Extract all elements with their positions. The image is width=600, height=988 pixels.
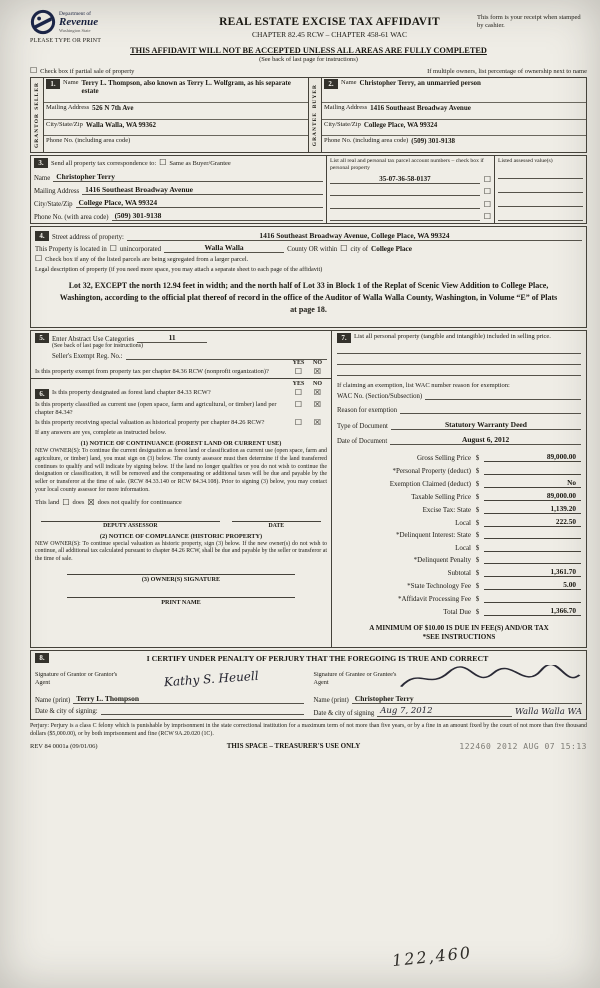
section-2-number: 2. xyxy=(324,79,338,89)
type-of-document-label: Type of Document xyxy=(337,423,388,430)
multiple-owners-note: If multiple owners, list percentage of ownership next to name xyxy=(427,67,587,75)
seller-phone-label: Phone No. (including area code) xyxy=(46,137,131,145)
money-value xyxy=(484,465,581,475)
personal-property-blank-line xyxy=(337,343,581,354)
logo-state-text: Washington State xyxy=(59,28,91,33)
reason-exemption-label: Reason for exemption xyxy=(337,407,398,414)
parcel-row xyxy=(330,196,491,208)
owners-signature-label: (3) OWNER(S) SIGNATURE xyxy=(141,576,221,584)
print-name-block xyxy=(67,597,295,606)
buyer-name-label: Name xyxy=(341,79,357,86)
buyer-address-row xyxy=(322,103,586,120)
footer-row xyxy=(30,742,587,751)
seller-side-labels xyxy=(31,78,44,152)
owners-signature-block xyxy=(67,574,295,583)
money-value: 222.50 xyxy=(484,517,581,527)
section-5-number: 5. xyxy=(35,333,49,343)
dollar-sign: $ xyxy=(475,556,480,564)
seller-city-label: City/State/Zip xyxy=(46,120,83,128)
grantee-signature-block xyxy=(314,665,583,717)
parties-section xyxy=(30,77,587,153)
buyer-grantee-box xyxy=(309,77,587,153)
logo-revenue-text: Revenue xyxy=(59,16,99,28)
money-row-excise-tax-local xyxy=(337,517,581,527)
corr-phone-row xyxy=(34,211,323,221)
yes-header: YES xyxy=(292,381,305,387)
money-value: 1,139.20 xyxy=(484,504,581,514)
please-type-or-print-label: PLEASE TYPE OR PRINT xyxy=(30,38,102,44)
deputy-assessor-label: DEPUTY ASSESSOR xyxy=(41,521,220,529)
money-label: Taxable Selling Price xyxy=(411,492,471,501)
money-row-excise-tax-state xyxy=(337,504,581,514)
property-location-section xyxy=(30,226,587,328)
buyer-side-labels xyxy=(309,78,322,152)
seller-city-value: Walla Walla, WA 99362 xyxy=(85,120,156,129)
warning-line: THIS AFFIDAVIT WILL NOT BE ACCEPTED UNLESS ALL AREAS ARE FULLY COMPLETED xyxy=(130,46,487,55)
form-header xyxy=(30,9,587,44)
buyer-phone-label: Phone No. (including area code) xyxy=(324,137,409,145)
grantee-vertical-label: GRANTEE xyxy=(312,111,318,146)
dollar-sign: $ xyxy=(475,454,480,462)
exempt-reg-row xyxy=(52,351,327,360)
cashier-stamp: 122460 2012 AUG 07 15:13 xyxy=(459,741,587,751)
parcel-number-value: 35-07-36-58-0137 xyxy=(330,175,480,184)
partial-sale-row xyxy=(30,67,587,75)
money-label: *Delinquent Interest: State xyxy=(395,531,471,539)
buyer-name-value: Christopher Terry, an unmarried person xyxy=(359,79,481,87)
exempt-reg-blank xyxy=(126,351,327,360)
city-of-value: College Place xyxy=(371,245,412,253)
section-3-number: 3. xyxy=(34,158,48,168)
form-chapter-line: CHAPTER 82.45 RCW – CHAPTER 458-61 WAC xyxy=(252,30,407,39)
partial-sale-label: Check box if partial sale of property xyxy=(40,67,135,75)
money-value xyxy=(484,555,581,565)
assessed-blank-line xyxy=(498,184,583,193)
logo-dept-text: Department of xyxy=(59,11,91,17)
buyer-phone-row xyxy=(322,136,586,152)
personal-property-checkbox-3: ☐ xyxy=(483,199,491,209)
money-row-affidavit-processing-fee xyxy=(337,593,581,603)
street-address-row xyxy=(35,231,582,241)
corr-phone-value: (509) 301-9138 xyxy=(112,211,323,221)
personal-property-list-label: List all personal property (tangible and intangible) included in selling price. xyxy=(354,333,551,340)
forest-land-question xyxy=(35,389,327,399)
money-label: *State Technology Fee xyxy=(407,582,471,590)
correspondence-row xyxy=(34,158,323,168)
money-row-delinquent-penalty xyxy=(337,555,581,565)
grantee-signature-label: Signature of Grantee or Grantee's Agent xyxy=(313,670,397,686)
notice-compliance-text: NEW OWNER(S): To continue special valuation as historic property, sign (3) below. If the new owner(s) do not wish to continue, all additional tax calculated pursuant to chapter 84.26 RCW, shall be due and payable by the seller or transferor at the time of sale. xyxy=(35,540,327,563)
header-center xyxy=(182,9,477,39)
assessed-blank-line xyxy=(498,170,583,179)
forest-no-checkbox: ☒ xyxy=(313,388,322,397)
dollar-sign: $ xyxy=(475,505,480,514)
forest-land-text: Is this property designated as forest land chapter 84.33 RCW? xyxy=(52,389,211,396)
parcel-row xyxy=(330,172,491,184)
does-not-qualify-checkbox: ☒ xyxy=(87,497,95,507)
warning-subline: (See back of last page for instructions) xyxy=(259,56,358,63)
seller-name-row xyxy=(44,78,308,103)
segregated-label: Check box if any of the listed parcels are being segregated from a larger parcel. xyxy=(45,256,249,263)
assessed-values-header: Listed assessed value(s) xyxy=(498,158,553,164)
no-header: NO xyxy=(313,360,322,366)
parcel-row xyxy=(330,184,491,196)
seller-address-label: Mailing Address xyxy=(46,104,90,111)
money-label: Gross Selling Price xyxy=(416,454,471,462)
deputy-assessor-row xyxy=(35,521,327,529)
does-not-label: does not qualify for continuance xyxy=(97,499,182,507)
grantor-date-value xyxy=(101,706,304,715)
logo-text xyxy=(59,11,98,33)
money-row-subtotal xyxy=(337,567,581,577)
nonprofit-exempt-question xyxy=(35,368,327,376)
tax-correspondence-section xyxy=(30,155,587,224)
corr-address-row xyxy=(34,185,323,195)
assessed-blank-line xyxy=(498,198,583,207)
yes-no-header xyxy=(35,381,327,387)
seller-name-label: Name xyxy=(63,79,79,86)
form-revision-number: REV 84 0001a (09/01/06) xyxy=(30,742,98,750)
personal-property-checkbox-2: ☐ xyxy=(483,187,491,197)
corr-city-label: City/State/Zip xyxy=(34,201,73,208)
nonprofit-no-checkbox: ☒ xyxy=(313,367,322,376)
street-address-label: Street address of property: xyxy=(52,234,124,241)
buyer-vertical-label: BUYER xyxy=(312,84,318,109)
type-of-document-row xyxy=(337,420,581,430)
parcel-blank-line xyxy=(330,187,480,196)
buyer-phone-value: (509) 301-9138 xyxy=(411,137,456,146)
nonprofit-yes-checkbox: ☐ xyxy=(294,367,303,376)
seller-city-row xyxy=(44,120,308,137)
money-label: Local xyxy=(455,543,471,552)
buyer-address-value: 1416 Southeast Broadway Avenue xyxy=(370,104,471,112)
personal-property-blank-line xyxy=(337,365,581,376)
abstract-use-value: 11 xyxy=(137,333,207,343)
corr-address-label: Mailing Address xyxy=(34,188,80,195)
unincorporated-checkbox: ☐ xyxy=(109,244,117,253)
located-in-row xyxy=(35,243,582,253)
section-4-number: 4. xyxy=(35,231,49,241)
assessed-row xyxy=(498,193,583,207)
abstract-use-row xyxy=(52,333,327,343)
corr-phone-label: Phone No. (with area code) xyxy=(34,214,109,221)
buyer-name-row xyxy=(322,78,586,103)
money-row-delinquent-interest-local xyxy=(337,542,581,552)
grantor-date-label: Date & city of signing: xyxy=(35,708,98,716)
money-label: Local xyxy=(455,518,471,527)
correspondence-label: Send all property tax correspondence to: xyxy=(51,159,157,167)
form-content xyxy=(30,9,587,988)
grantee-name-row xyxy=(314,694,583,704)
money-row-exemption-claimed xyxy=(337,478,581,488)
treasurer-use-label: THIS SPACE – TREASURER'S USE ONLY xyxy=(226,742,361,751)
personal-property-blank-line xyxy=(337,354,581,365)
notice-continuance-title: (1) NOTICE OF CONTINUANCE (FOREST LAND OR CURRENT USE) xyxy=(80,440,282,447)
dollar-sign: $ xyxy=(475,531,480,539)
receipt-note: This form is your receipt when stamped by cashier. xyxy=(477,14,581,30)
reason-exemption-row xyxy=(337,405,581,414)
buyer-address-label: Mailing Address xyxy=(324,104,368,111)
money-row-total-due xyxy=(337,606,581,616)
money-label: *Affidavit Processing Fee xyxy=(398,594,471,603)
grantor-signature: Kathy S. Heuell xyxy=(163,668,259,690)
money-row-state-technology-fee xyxy=(337,580,581,590)
city-of-checkbox: ☐ xyxy=(340,244,348,253)
wac-number-label: WAC No. (Section/Subsection) xyxy=(337,393,423,400)
historic-property-question xyxy=(35,419,327,427)
money-row-taxable-selling-price xyxy=(337,491,581,501)
current-use-text: Is this property classified as current use (open space, farm and agricultural, or timber) land per chapter 84.34? xyxy=(35,401,277,416)
legal-description-label: Legal description of property (if you need more space, you may attach a separate sheet to each page of the affidavit) xyxy=(35,266,323,273)
grantee-date-row xyxy=(314,706,583,717)
perjury-statement: Perjury: Perjury is a class C felony which is punishable by imprisonment in the state correctional institution for a maximum term of not more than five years, or by a fine in an amount fixed by the court of not more than five thousand dollars ($5,000.00), or by both imprisonment and fine (RCW 9A.20.020 (1C). xyxy=(30,723,587,738)
street-address-value: 1416 Southeast Broadway Avenue, College Place, WA 99324 xyxy=(127,231,582,241)
unincorporated-label: unincorporated xyxy=(119,246,162,253)
seller-phone-row xyxy=(44,136,308,152)
personal-property-checkbox-1: ☐ xyxy=(483,175,491,185)
nonprofit-exempt-text: Is this property exempt from property tax per chapter 84.36 RCW (nonprofit organization)? xyxy=(35,368,269,375)
header-left xyxy=(30,9,182,44)
money-value: 89,000.00 xyxy=(484,452,581,462)
reason-exemption-blank xyxy=(400,405,581,414)
parcel-row xyxy=(330,209,491,221)
date-of-document-row xyxy=(337,435,581,445)
money-label: Total Due xyxy=(443,607,471,616)
type-of-document-value: Statutory Warranty Deed xyxy=(391,420,581,430)
historic-no-checkbox: ☒ xyxy=(313,418,322,427)
this-land-label: This land xyxy=(35,499,60,507)
land-classification-section xyxy=(30,379,332,648)
current-use-no-checkbox: ☒ xyxy=(313,400,322,409)
seller-address-value: 526 N 7th Ave xyxy=(92,104,134,112)
grantee-city-value: Walla Walla WA xyxy=(515,707,582,718)
certification-section xyxy=(30,650,587,720)
parcel-blank-line xyxy=(330,200,480,209)
dollar-sign: $ xyxy=(475,607,480,616)
dollar-sign: $ xyxy=(475,569,480,577)
grantor-name-label: Name (print) xyxy=(35,697,71,705)
wac-number-row xyxy=(337,391,581,400)
assessed-row xyxy=(498,165,583,179)
no-header: NO xyxy=(313,381,322,387)
historic-yes-checkbox: ☐ xyxy=(294,418,303,427)
date-of-document-label: Date of Document xyxy=(337,438,388,445)
does-label: does xyxy=(72,499,85,507)
current-use-question xyxy=(35,401,327,417)
corr-address-value: 1416 Southeast Broadway Avenue xyxy=(82,185,323,195)
dollar-sign: $ xyxy=(475,466,480,475)
middle-two-column-zone xyxy=(30,330,587,648)
corr-name-value: Christopher Terry xyxy=(53,172,323,182)
forest-yes-checkbox: ☐ xyxy=(294,388,303,397)
grantee-signature-scribble xyxy=(398,665,583,692)
grantor-vertical-label: GRANTOR xyxy=(34,112,40,148)
selling-price-section xyxy=(332,330,587,648)
money-row-personal-property-deduct xyxy=(337,465,581,475)
money-value xyxy=(484,542,581,552)
corr-city-row xyxy=(34,198,323,208)
abstract-use-section xyxy=(30,330,332,379)
grantor-name-value: Terry L. Thompson xyxy=(73,694,303,704)
money-row-gross-selling-price xyxy=(337,452,581,462)
dollar-sign: $ xyxy=(475,479,480,488)
abstract-use-subnote: (See back of last page for instructions) xyxy=(52,343,143,349)
see-instructions-note: *SEE INSTRUCTIONS xyxy=(422,633,496,642)
buyer-city-row xyxy=(322,120,586,137)
legal-description-text: Lot 32, EXCEPT the north 12.94 feet in width; and the north half of Lot 33 in Block 1 of the Replat of Scenic View Addition to College Place, Washington, according to the official plat thereof of record in the office of the Auditor of Walla Walla County, Washington, in Volume “E” of Plats at page 18. xyxy=(59,281,558,314)
grantor-signature-label: Signature of Grantor or Grantor's Agent xyxy=(35,670,118,686)
parcel-numbers-header: List all real and personal tax parcel account numbers – check box if personal property xyxy=(330,158,484,171)
handwritten-amount: 122,460 xyxy=(391,942,473,971)
abstract-use-label: Enter Abstract Use Categories xyxy=(52,336,135,343)
revenue-seal-icon xyxy=(30,9,56,35)
money-value: 89,000.00 xyxy=(484,491,581,501)
seller-name-value: Terry L. Thompson, also known as Terry L. Wolfgram, as his separate estate xyxy=(81,79,291,95)
money-value: 5.00 xyxy=(484,580,581,590)
grantor-signature-block xyxy=(35,665,304,717)
dollar-sign: $ xyxy=(475,543,480,552)
grantee-name-value: Christopher Terry xyxy=(352,694,582,704)
corr-city-value: College Place, WA 99324 xyxy=(76,198,323,208)
does-qualify-checkbox: ☐ xyxy=(62,497,70,507)
grantee-name-label: Name (print) xyxy=(313,697,349,705)
partial-sale-checkbox: ☐ xyxy=(30,66,38,75)
county-value: Walla Walla xyxy=(164,243,284,253)
section-7-number: 7. xyxy=(337,333,351,343)
seller-vertical-label: SELLER xyxy=(34,82,40,110)
exemption-claim-note: If claiming an exemption, list WAC number reason for exemption: xyxy=(337,382,510,389)
same-as-buyer-checkbox: ☐ xyxy=(159,158,167,167)
grantee-date-value: Aug 7, 2012 xyxy=(377,706,512,717)
city-of-label: city of xyxy=(350,246,369,253)
money-value xyxy=(484,593,581,603)
yes-header: YES xyxy=(292,360,305,366)
segregated-checkbox: ☐ xyxy=(35,254,43,263)
money-value: No xyxy=(484,478,581,488)
money-value: 1,361.70 xyxy=(484,567,581,577)
current-use-yes-checkbox: ☐ xyxy=(294,400,303,409)
assessed-row xyxy=(498,179,583,193)
personal-property-checkbox-4: ☐ xyxy=(483,212,491,221)
notice-compliance-title: (2) NOTICE OF COMPLIANCE (HISTORIC PROPERTY) xyxy=(99,532,263,540)
print-name-label: PRINT NAME xyxy=(161,599,201,607)
money-label: Exemption Claimed (deduct) xyxy=(389,479,471,488)
same-as-buyer-label: Same as Buyer/Grantee xyxy=(169,159,231,167)
money-label: Excise Tax: State xyxy=(422,505,471,514)
money-value: 1,366.70 xyxy=(484,606,581,616)
section-1-number: 1. xyxy=(46,79,60,89)
wac-number-blank xyxy=(425,391,581,400)
seller-address-row xyxy=(44,103,308,120)
section-6-number: 6. xyxy=(35,389,49,399)
dollar-sign: $ xyxy=(475,582,480,590)
seller-grantor-box xyxy=(30,77,309,153)
certify-statement: I CERTIFY UNDER PENALTY OF PERJURY THAT THE FOREGOING IS TRUE AND CORRECT xyxy=(146,653,489,663)
money-label: *Delinquent Penalty xyxy=(413,556,471,564)
county-or-within-label: County OR within xyxy=(287,246,338,253)
grantee-date-label: Date & city of signing xyxy=(313,710,375,718)
minimum-fee-note: A MINIMUM OF $10.00 IS DUE IN FEE(S) AND/OR TAX xyxy=(369,623,549,632)
yes-no-header xyxy=(35,360,327,366)
dollar-sign: $ xyxy=(475,518,480,527)
segregated-row xyxy=(35,255,582,263)
dollar-sign: $ xyxy=(475,492,480,501)
exempt-reg-label: Seller's Exempt Reg. No.: xyxy=(52,353,123,360)
grantor-date-row xyxy=(35,706,304,715)
date-of-document-value: August 6, 2012 xyxy=(390,435,581,445)
parcel-blank-line xyxy=(330,212,480,221)
grantor-name-row xyxy=(35,694,304,704)
corr-name-label: Name xyxy=(34,175,51,182)
located-pre-label: This Property is located in xyxy=(35,246,107,253)
money-label: *Personal Property (deduct) xyxy=(392,466,471,475)
money-label: Subtotal xyxy=(447,569,471,577)
corr-name-row xyxy=(34,172,323,182)
form-title: REAL ESTATE EXCISE TAX AFFIDAVIT xyxy=(219,16,440,28)
assessed-blank-line xyxy=(498,212,583,221)
dollar-sign: $ xyxy=(475,594,480,603)
money-row-delinquent-interest-state xyxy=(337,530,581,540)
assessed-row xyxy=(498,207,583,221)
answers-yes-note: If any answers are yes, complete as instructed below. xyxy=(35,429,167,436)
deputy-date-label: DATE xyxy=(232,521,321,529)
continuance-qualify-row xyxy=(35,499,327,507)
notice-continuance-text: NEW OWNER(S): To continue the current designation as forest land or classification as current use (open space, farm and agriculture, or timber) land, you must sign on (3) below. The county assessor must then determine if the land transferred continues to qualify and will indicate by signing below. If the land no longer qualifies or you do not wish to continue the designation or classification, it will be removed and the compensating or additional taxes will be due and payable by the seller or transferor at the time of sale. (RCW 84.33.140 or RCW 84.34.108). Prior to signing (3) below, you may contact your local county assessor for more information. xyxy=(35,448,327,493)
buyer-city-value: College Place, WA 99324 xyxy=(363,120,438,129)
historic-property-text: Is this property receiving special valuation as historical property per chapter 84.26 RCW? xyxy=(35,419,265,426)
section-8-number: 8. xyxy=(35,653,49,663)
buyer-city-label: City/State/Zip xyxy=(324,120,361,128)
money-value xyxy=(484,530,581,540)
